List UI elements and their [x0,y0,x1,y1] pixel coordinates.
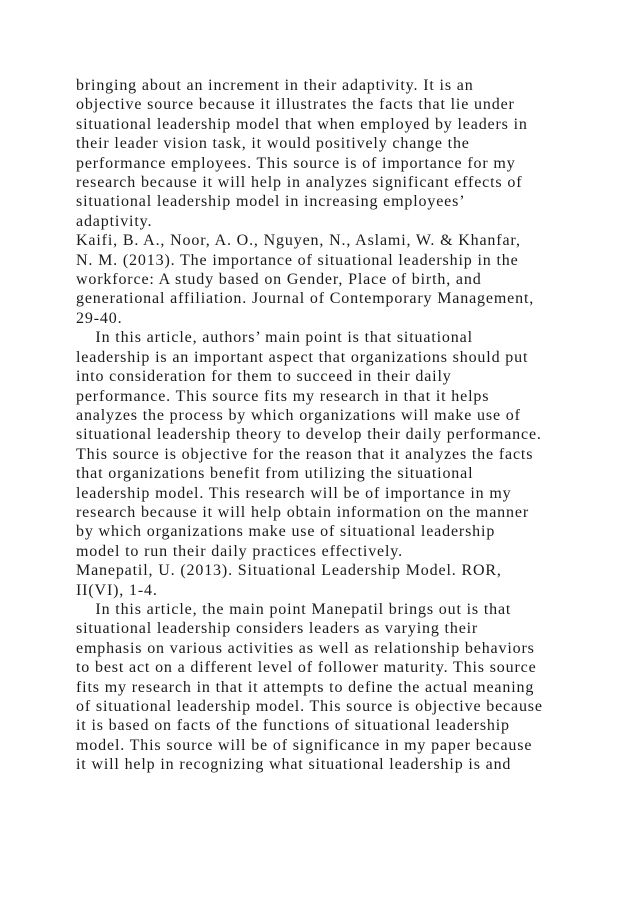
reference-citation: generational affiliation. Journal of Contemporary Management, [76,290,535,308]
text-line: model. This source will be of significance in my paper because [76,736,533,754]
text-line: bringing about an increment in their adaptivity. It is an [76,77,474,94]
text-line: This source is objective for the reason that it analyzes the facts [76,445,534,463]
text-line: it is based on facts of the functions of situational leadership [76,717,510,735]
reference-citation: Kaifi, B. A., Noor, A. O., Nguyen, N., Aslami, W. & Khanfar, [76,232,521,250]
text-line: performance employees. This source is of importance for my [76,154,516,172]
text-line: In this article, the main point Manepatil brings out is that [76,600,512,618]
text-line: it will help in recognizing what situational leadership is and [76,756,512,774]
text-line: model to run their daily practices effectively. [76,542,403,560]
text-line: their leader vision task, it would positively change the [76,135,470,153]
text-line: leadership is an important aspect that organizations should put [76,348,529,366]
text-line: situational leadership model that when employed by leaders in [76,115,528,133]
reference-citation: Manepatil, U. (2013). Situational Leadership Model. ROR, [76,562,502,580]
reference-citation: N. M. (2013). The importance of situational leadership in the [76,251,519,269]
reference-citation: II(VI), 1-4. [76,581,158,599]
text-line: In this article, authors’ main point is that situational [76,329,473,347]
reference-citation: 29-40. [76,309,123,327]
text-line: performance. This source fits my research in that it helps [76,387,490,405]
text-line: research because it will help in analyzes significant effects of [76,174,523,192]
text-line: fits my research in that it attempts to define the actual meaning [76,678,535,696]
text-line: leadership model. This research will be of importance in my [76,484,512,502]
text-line: objective source because it illustrates the facts that lie under [76,96,515,114]
document-page [76,76,596,775]
text-line: of situational leadership model. This source is objective because [76,698,543,715]
text-line: that organizations benefit from utilizing the situational [76,465,474,483]
text-line: situational leadership theory to develop their daily performance. [76,426,542,444]
text-line: analyzes the process by which organizations will make use of [76,406,521,424]
text-line: by which organizations make use of situational leadership [76,523,496,541]
text-line: situational leadership model in increasing employees’ [76,193,466,211]
text-line: research because it will help obtain information on the manner [76,503,530,521]
reference-citation: workforce: A study based on Gender, Place of birth, and [76,271,482,289]
text-line: situational leadership considers leaders as varying their [76,620,479,638]
text-line: to best act on a different level of follower maturity. This source [76,659,537,677]
text-line: emphasis on various activities as well as relationship behaviors [76,639,535,657]
text-line: adaptivity. [76,212,153,230]
text-line: into consideration for them to succeed in their daily [76,368,452,386]
